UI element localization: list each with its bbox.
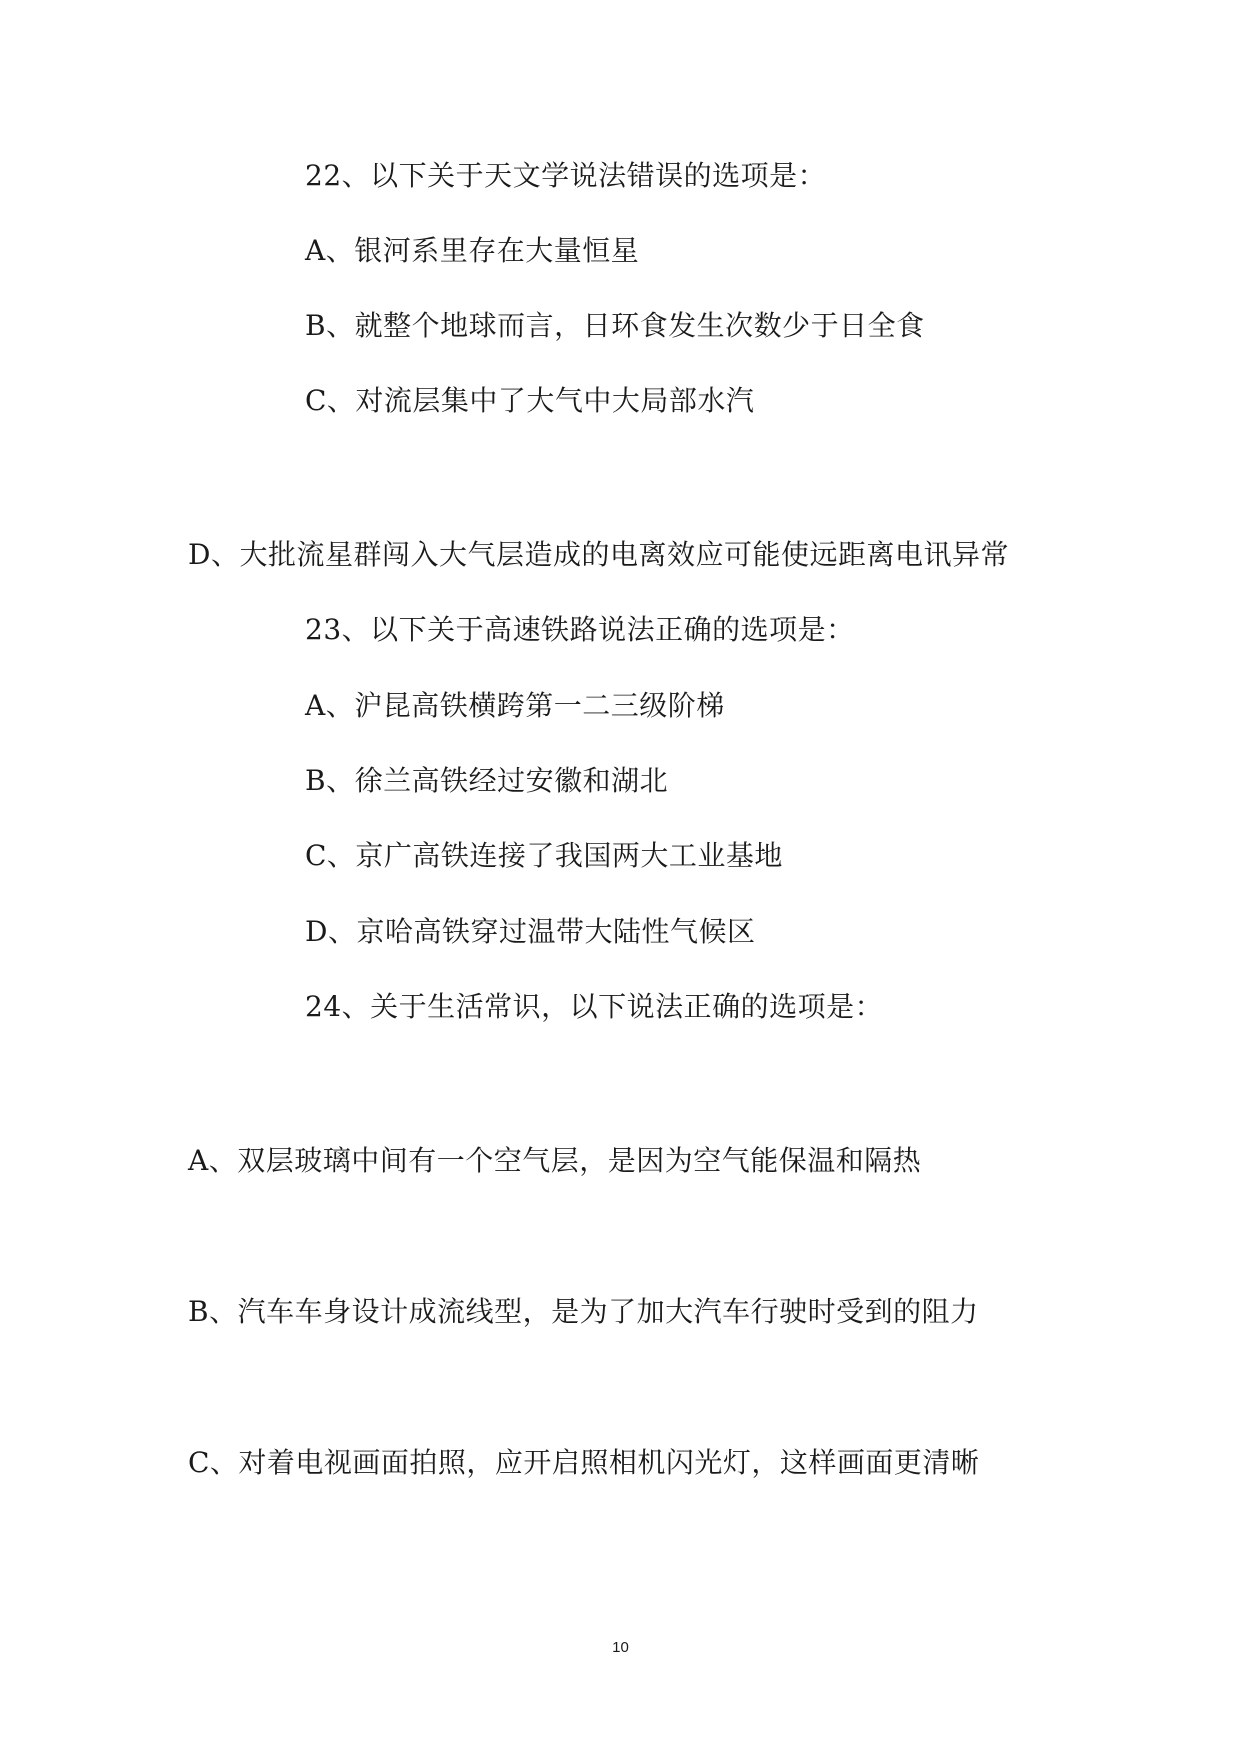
question-23-option-c: C、京广高铁连接了我国两大工业基地 [305, 839, 783, 872]
question-24-option-a: A、双层玻璃中间有一个空气层，是因为空气能保温和隔热 [188, 1144, 922, 1177]
question-22-option-c: C、对流层集中了大气中大局部水汽 [305, 384, 755, 417]
question-24-stem: 24、关于生活常识，以下说法正确的选项是： [305, 990, 884, 1023]
question-22-option-d: D、大批流星群闯入大气层造成的电离效应可能使远距离电讯异常 [188, 538, 1009, 571]
question-22-option-b: B、就整个地球而言，日环食发生次数少于日全食 [305, 309, 925, 342]
question-23-option-b: B、徐兰高铁经过安徽和湖北 [305, 764, 669, 797]
question-22-stem: 22、以下关于天文学说法错误的选项是： [305, 159, 827, 192]
question-23-option-d: D、京哈高铁穿过温带大陆性气候区 [305, 915, 756, 948]
question-24-option-b: B、汽车车身设计成流线型，是为了加大汽车行驶时受到的阻力 [188, 1295, 979, 1328]
question-23-option-a: A、沪昆高铁横跨第一二三级阶梯 [305, 689, 725, 722]
question-22-option-a: A、银河系里存在大量恒星 [305, 234, 640, 267]
page-number: 10 [612, 1639, 629, 1656]
question-24-option-c: C、对着电视画面拍照，应开启照相机闪光灯，这样画面更清晰 [188, 1446, 980, 1479]
question-23-stem: 23、以下关于高速铁路说法正确的选项是： [305, 613, 855, 646]
